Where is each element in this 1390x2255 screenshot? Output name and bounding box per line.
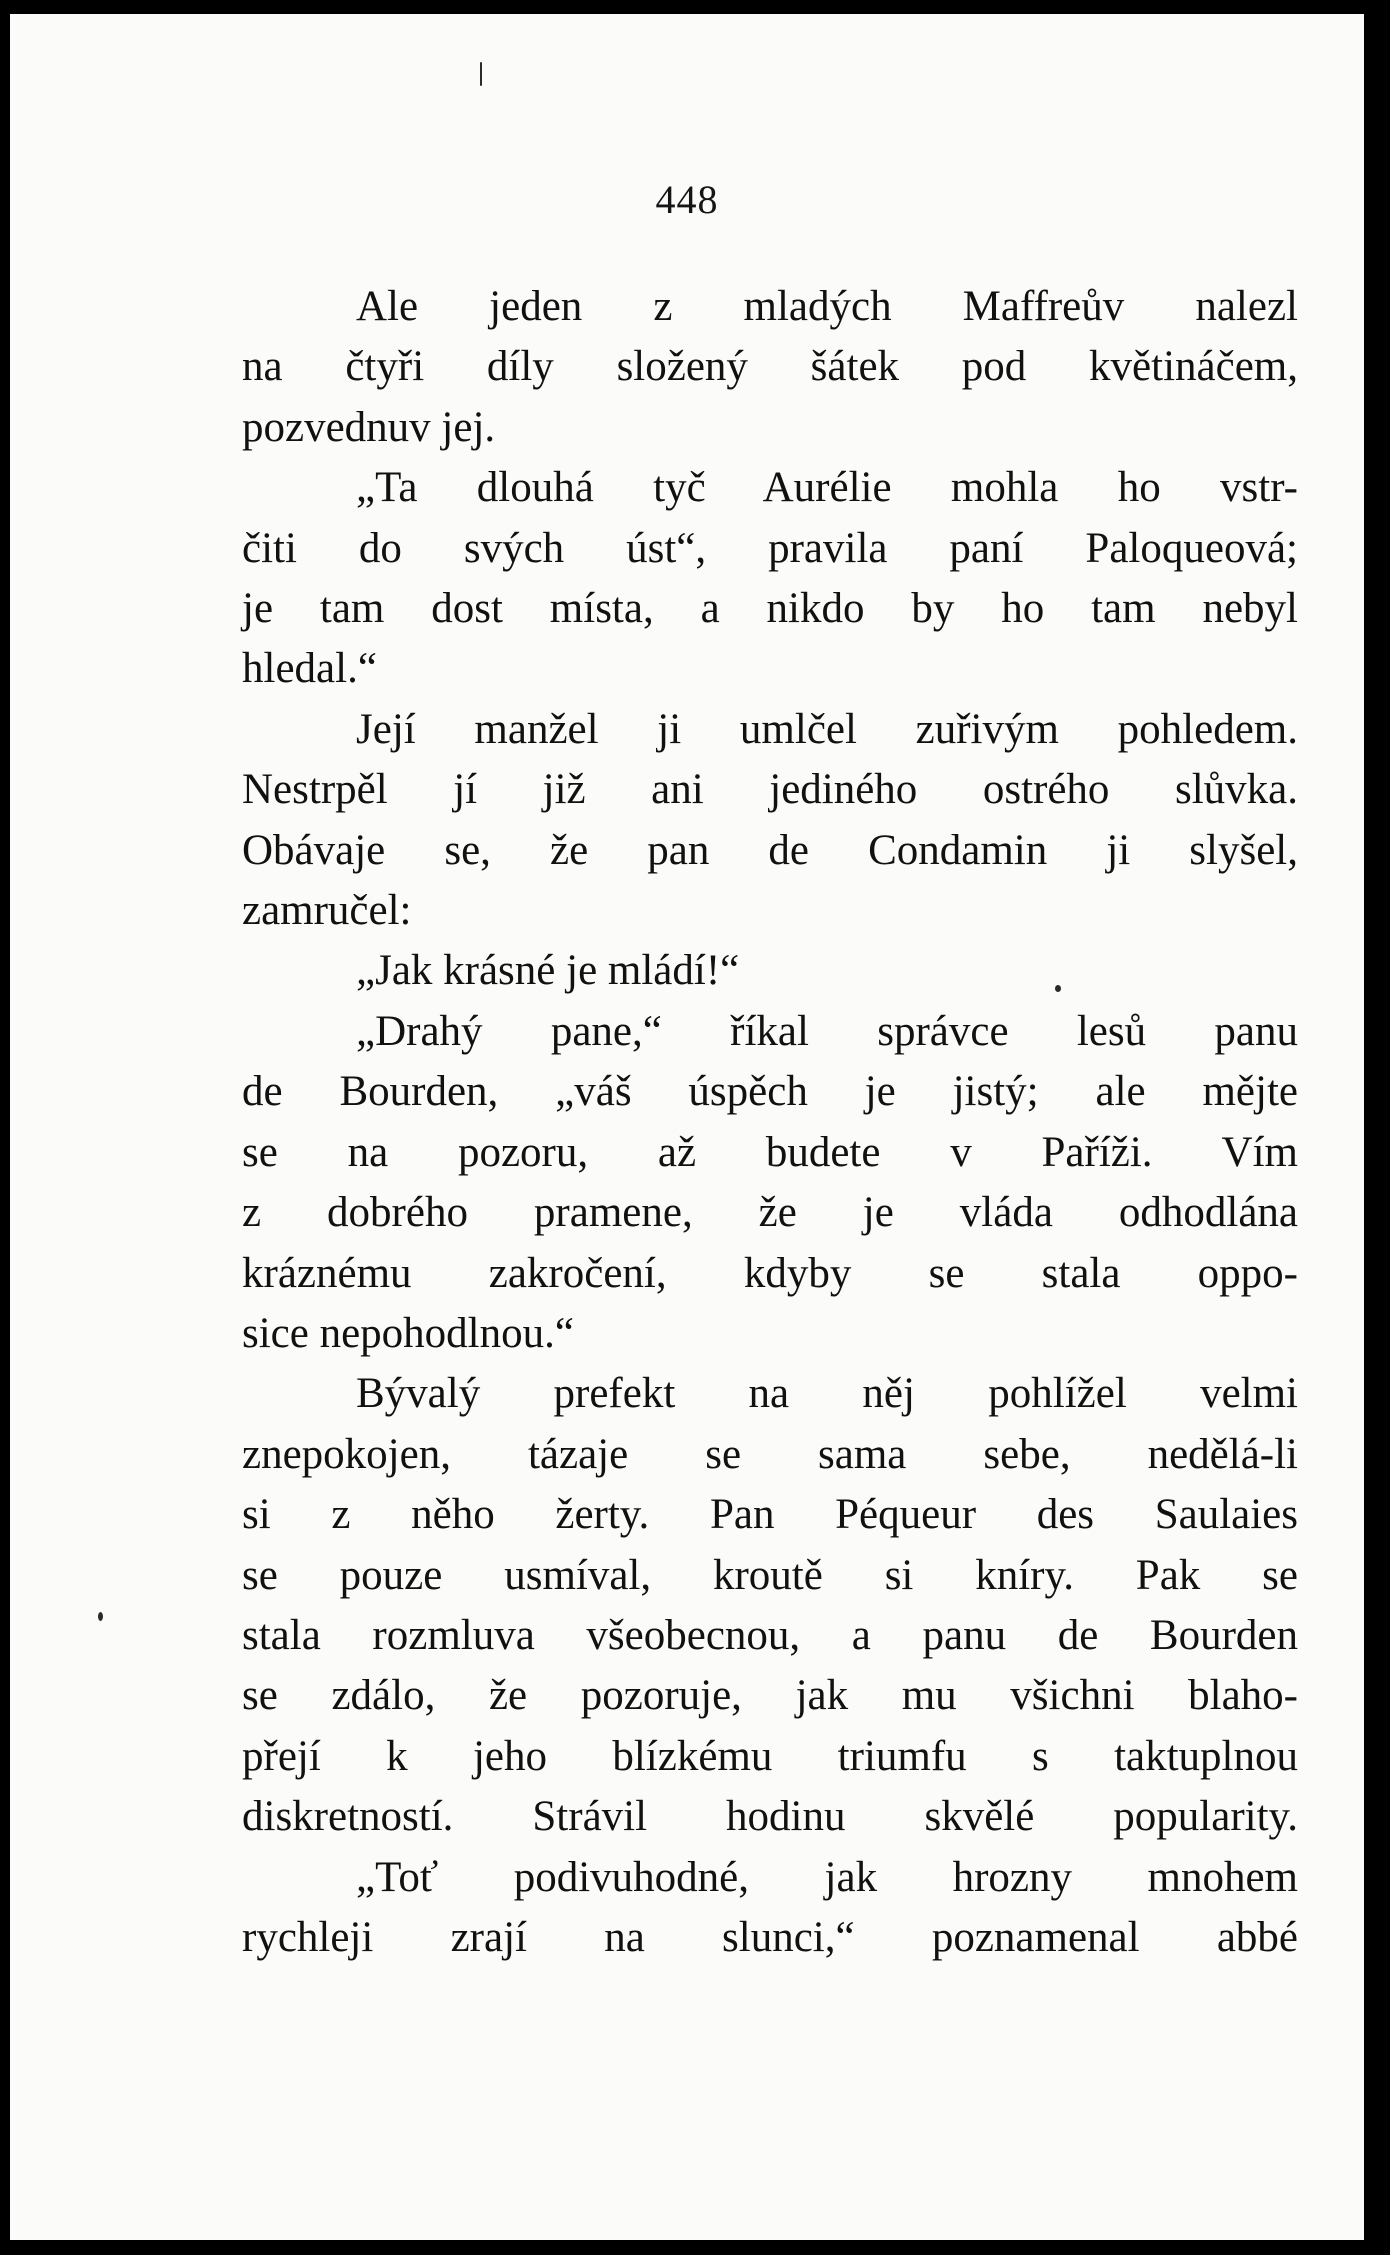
- text-line: se na pozoru, až budete v Paříži. Vím: [242, 1128, 1298, 1176]
- ink-speck: [1055, 985, 1061, 992]
- text-line: Její manžel ji umlčel zuřivým pohledem.: [356, 705, 1298, 753]
- text-line: diskretností. Strávil hodinu skvělé popularity.: [242, 1793, 1298, 1841]
- text-line: sice nepohodlnou.“: [242, 1309, 574, 1357]
- text-line: Obávaje se, že pan de Condamin ji slyšel,: [242, 826, 1298, 874]
- text-line: Bývalý prefekt na něj pohlížel velmi: [356, 1370, 1298, 1418]
- body-text: [242, 277, 1298, 1968]
- text-line: znepokojen, tázaje se sama sebe, nedělá-li: [242, 1430, 1298, 1478]
- text-line: se zdálo, že pozoruje, jak mu všichni blaho-: [242, 1672, 1298, 1720]
- text-line: „Ta dlouhá tyč Aurélie mohla ho vstr-: [356, 464, 1298, 512]
- text-line: Ale jeden z mladých Maffreův nalezl: [356, 283, 1298, 330]
- page-number: 448: [655, 177, 719, 222]
- text-line: hledal.“: [242, 645, 377, 693]
- book-page: [10, 14, 1364, 2240]
- text-line: se pouze usmíval, kroutě si kníry. Pak se: [242, 1551, 1298, 1599]
- text-line: je tam dost místa, a nikdo by ho tam nebyl: [242, 585, 1298, 633]
- text-line: si z něho žerty. Pan Péqueur des Saulaies: [242, 1491, 1298, 1539]
- text-line: zamručel:: [242, 887, 412, 935]
- text-line: stala rozmluva všeobecnou, a panu de Bourden: [242, 1611, 1298, 1659]
- text-line: pozvednuv jej.: [242, 403, 496, 451]
- text-line: de Bourden, „váš úspěch je jistý; ale mějte: [242, 1068, 1298, 1116]
- text-line: čiti do svých úst“, pravila paní Paloqueová;: [242, 524, 1298, 572]
- text-line: kráznému zakročení, kdyby se stala oppo-: [242, 1249, 1298, 1297]
- ink-speck: [480, 62, 482, 86]
- text-line: z dobrého pramene, že je vláda odhodlána: [242, 1189, 1298, 1237]
- text-line: „Drahý pane,“ říkal správce lesů panu: [356, 1007, 1298, 1055]
- text-line: Nestrpěl jí již ani jediného ostrého slůvka.: [242, 766, 1298, 814]
- text-line: „Jak krásné je mládí!“: [356, 947, 740, 995]
- ink-speck: [98, 1612, 103, 1621]
- text-line: na čtyři díly složený šátek pod květináčem,: [242, 343, 1298, 391]
- text-line: přejí k jeho blízkému triumfu s taktuplnou: [242, 1732, 1298, 1780]
- text-line: „Toť podivuhodné, jak hrozny mnohem: [356, 1853, 1298, 1901]
- text-line: rychleji zrají na slunci,“ poznamenal abbé: [242, 1913, 1298, 1961]
